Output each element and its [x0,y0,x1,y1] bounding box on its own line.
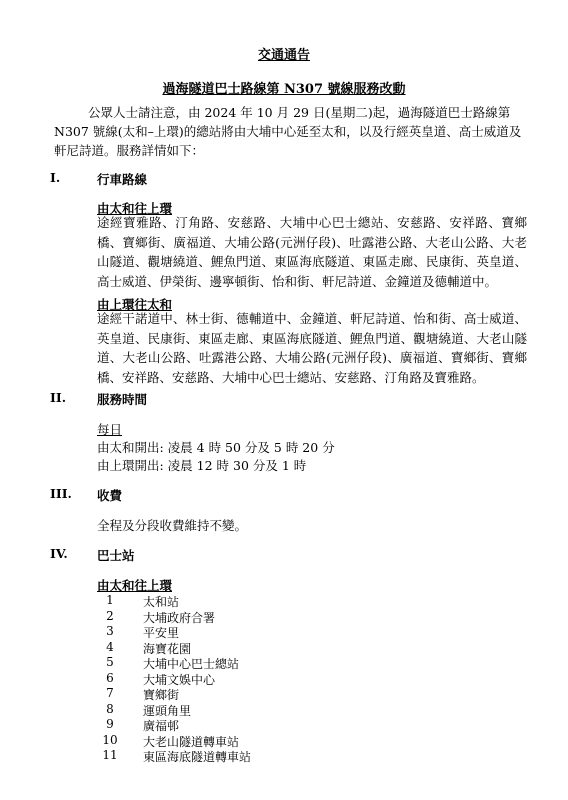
stop-name: 廣福邨 [143,719,180,733]
stop-name: 東區海底隧道轉車站 [143,750,252,764]
section-stops-number: IV. [50,546,68,561]
notice-subject: 過海隧道巴士路線第 N307 號線服務改動 [162,82,406,97]
stop-name: 大老山隧道轉車站 [143,734,240,749]
stop-number: 11 [102,748,118,762]
section-fare-title: 收費 [97,488,123,503]
fare-text: 全程及分段收費維持不變。 [97,518,248,533]
section-fare-number: III. [50,486,72,501]
intro-paragraph: 公眾人士請注意，由 2024 年 10 月 29 日(星期二)起，過海隧道巴士路線第 N307 號線(太和–上環)的總站將由大埔中心延至太和，以及行經英皇道、高士威道及軒尼詩道。服務詳情如下： [54,105,522,158]
section-hours-title: 服務時間 [97,392,148,407]
stop-name: 寶鄉街 [143,688,180,702]
stop-name: 運頭角里 [143,703,192,718]
stop-name: 太和站 [143,595,180,609]
stop-name: 大埔中心巴士總站 [143,657,240,671]
stop-number: 3 [106,624,114,638]
stop-number: 7 [106,686,114,700]
routing-direction-2-title: 由上環往太和 [97,297,173,312]
stop-name: 海寶花園 [143,641,192,656]
stop-name: 大埔政府合署 [143,610,216,625]
routing-direction-2-text: 途經干諾道中、林士街、德輔道中、金鐘道、軒尼詩道、怡和街、高士威道、英皇道、民康街、東區走廊、東區海底隧道、鯉魚門道、觀塘繞道、大老山隧道、大老山公路、吐露港公路、大埔公路(元洲仔段)、廣福道、寶鄉街、寶鄉橋、安祥路、安慈路、大埔中心巴士總站、安慈路、汀角路及寶雅路。 [97,311,527,385]
stop-name: 平安里 [143,626,180,640]
stop-number: 8 [106,701,114,716]
stop-number: 1 [106,593,114,607]
routing-direction-1-text: 途經寶雅路、汀角路、安慈路、大埔中心巴士總站、安慈路、安祥路、寶鄉橋、寶鄉街、廣福道、大埔公路(元洲仔段)、吐露港公路、大老山公路、大老山隧道、觀塘繞道、鯉魚門道、東區海底隧道、東區走廊、民康街、英皇道、高士威道、伊榮街、邊寧頓街、怡和街、軒尼詩道、金鐘道及德輔道中。 [97,215,527,289]
stop-name: 大埔文娛中心 [143,672,216,687]
stop-number: 5 [106,655,114,669]
hours-from-sheung-wan: 由上環開出: 凌晨 12 時 30 分及 1 時 [97,458,307,473]
stop-number: 6 [106,670,114,685]
section-hours-number: II. [50,390,67,405]
hours-from-tai-wo: 由太和開出: 凌晨 4 時 50 分及 5 時 20 分 [97,440,335,455]
stop-number: 4 [106,639,114,654]
stop-number: 10 [102,732,118,747]
routing-direction-1-title: 由太和往上環 [97,201,173,216]
stops-direction-1-title: 由太和往上環 [97,578,173,593]
section-routing-number: I. [50,170,61,185]
section-routing-title: 行車路線 [97,172,148,187]
stop-number: 2 [106,608,114,623]
hours-daily-label: 每日 [97,422,123,437]
stop-number: 9 [106,717,114,731]
section-stops-title: 巴士站 [97,548,135,563]
notice-title: 交通通告 [257,48,310,63]
